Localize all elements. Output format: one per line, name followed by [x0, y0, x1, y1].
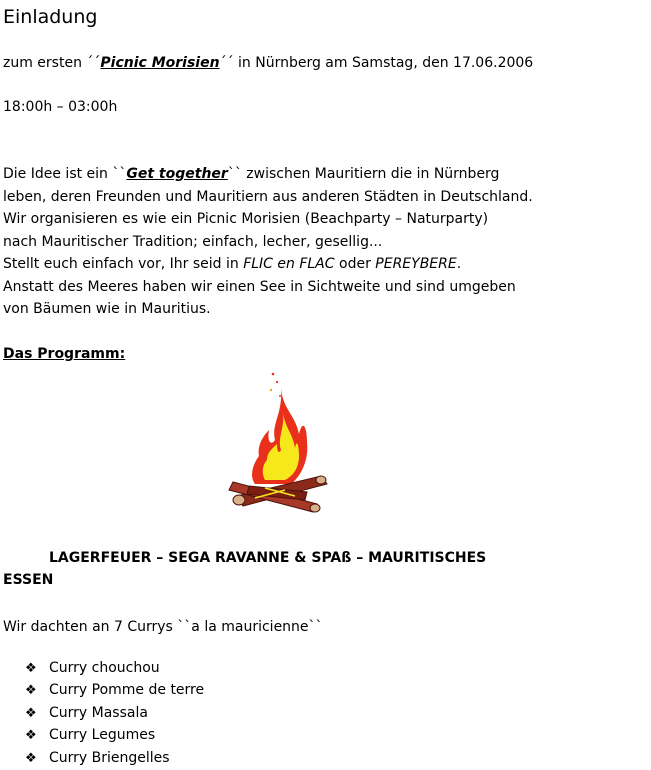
idea-line-3: Wir organisieren es wie ein Picnic Morisien (Beachparty – Naturparty)	[3, 211, 489, 227]
program-line-1: LAGERFEUER – SEGA RAVANNE & SPAß – MAURITISCHES	[49, 550, 487, 566]
curry-list	[25, 657, 204, 769]
curry-name: Curry Pomme de terre	[49, 682, 205, 699]
get-together-text: Get together	[126, 166, 228, 182]
idea-suffix: `` zwischen Mauritiern die in Nürnberg	[227, 166, 500, 182]
intro-suffix: ´´ in Nürnberg am Samstag, den 17.06.2006	[219, 55, 534, 71]
intro-line	[3, 52, 533, 74]
page-title: Einladung	[3, 6, 98, 28]
idea-line-2: leben, deren Freunden und Mauritiern aus anderen Städten in Deutschland.	[3, 189, 533, 205]
curry-name: Curry Briengelles	[49, 749, 170, 766]
list-item	[25, 747, 204, 769]
idea-line-1	[3, 163, 499, 185]
curry-name: Curry chouchou	[49, 660, 160, 676]
diamond-bullet-icon: ❖	[25, 705, 37, 721]
curry-intro: Wir dachten an 7 Currys ``a la mauricienne``	[3, 619, 323, 635]
intro-prefix: zum ersten ´´	[3, 55, 101, 71]
campfire-icon	[225, 368, 335, 516]
list-item	[25, 657, 204, 679]
idea-line-5-suffix: .	[456, 256, 462, 272]
place-pereybere: PEREYBERE	[375, 256, 457, 272]
list-item	[25, 679, 204, 701]
idea-line-7: von Bäumen wie in Mauritius.	[3, 301, 211, 317]
place-flic-en-flac: FLIC en FLAC	[243, 256, 335, 272]
curry-name: Curry Legumes	[49, 727, 156, 744]
diamond-bullet-icon: ❖	[25, 683, 37, 699]
idea-line-5-mid: oder	[334, 256, 376, 272]
diamond-bullet-icon: ❖	[25, 728, 37, 744]
curry-name: Curry Massala	[49, 704, 148, 721]
program-line-2: ESSEN	[3, 572, 54, 588]
idea-prefix: Die Idee ist ein ``	[3, 166, 127, 182]
diamond-bullet-icon: ❖	[25, 750, 37, 766]
program-heading: Das Programm:	[3, 346, 126, 362]
list-item	[25, 702, 204, 724]
event-name: Picnic Morisien	[100, 55, 220, 71]
idea-line-5-prefix: Stellt euch einfach vor, Ihr seid in	[3, 256, 244, 272]
list-item	[25, 724, 204, 746]
idea-line-4: nach Mauritischer Tradition; einfach, lecher, gesellig...	[3, 234, 383, 250]
idea-line-5	[3, 253, 461, 275]
diamond-bullet-icon: ❖	[25, 661, 37, 676]
time-line: 18:00h – 03:00h	[3, 99, 118, 115]
idea-line-6: Anstatt des Meeres haben wir einen See in Sichtweite und sind umgeben	[3, 279, 516, 295]
